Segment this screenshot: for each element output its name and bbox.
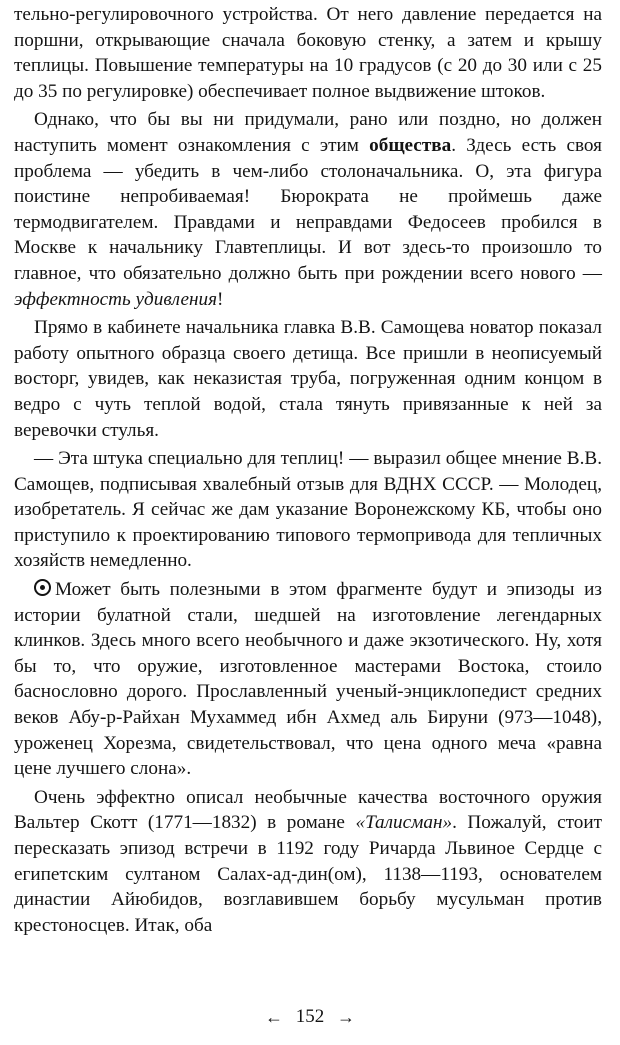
paragraph-2	[14, 107, 602, 312]
left-arrow-icon: ←	[265, 1006, 283, 1027]
paragraph-4: — Эта штука специально для теплиц! — выразил общее мнение В.В. Самощев, подписывая хвалебный отзыв для ВДНХ СССР. — Молодец, изобретатель. Я сейчас же дам указание Воронежскому КБ, чтобы оно приступило к проектированию типового термопривода для тепличных хозяйств немедленно.	[14, 448, 602, 572]
page-number: 152	[295, 1005, 325, 1027]
paragraph-6-italic: «Талисман»	[355, 812, 453, 834]
paragraph-3: Прямо в кабинете начальника главка В.В. Самощева новатор показал работу опытного образца своего детища. Все пришли в неописуемый восторг, увидев, как неказистая труба, погруженная одним концом в ведро с чуть теплой водой, стала тянуть привязанные к ней за веревочки стулья.	[14, 317, 602, 441]
paragraph-1: тельно-регулировочного устройства. От него давление передается на поршни, открывающие сначала боковую стенку, а затем и крышу теплицы. Повышение температуры на 10 градусов (с 20 до 30 или с 25 до 35 по регулировке) обеспечивает полное выдвижение штоков.	[14, 4, 602, 102]
paragraph-2-text-a: Однако, что бы вы ни придумали, рано или поздно, но должен наступить момент ознакомления с этим	[14, 109, 602, 156]
paragraph-6-text-b: . Пожалуй, стоит пересказать эпизод встречи в 1192 году Ричарда Львиное Сердце с египетским султаном Салах-ад-дин(ом), 1138—1193, основателем династии Айюбидов, возглавившем борьбу мусульман против крестоносцев. Итак, оба	[14, 812, 602, 936]
paragraph-2-bold: общества	[369, 134, 452, 156]
paragraph-5-text: Может быть полезными в этом фрагменте будут и эпизоды из истории булатной стали, шедшей на изготовление легендарных клинков. Здесь много всего необычного и даже экзотического. Ну, хотя бы то, что оружие, изготовленное мастерами Востока, стоило баснословно дорого. Прославленный ученый-энциклопедист средних веков Абу-р-Райхан Мухаммед ибн Ахмед аль Бируни (973—1048), уроженец Хорезма, свидетельствовал, что цена одного меча «равна цене лучшего слона».	[14, 579, 602, 780]
bullseye-icon	[34, 579, 51, 596]
paragraph-2-text-b: . Здесь есть своя проблема — убедить в чем-либо столоначальника. О, эта фигура поистине непробиваемая! Бюрократа не проймешь даже термодвигателем. Правдами и неправдами Федосеев пробился в Москве к начальнику Главтеплицы. И вот здесь-то произошло то главное, что обязательно должно быть при рождении всего нового —	[14, 134, 602, 284]
paragraph-2-italic: эффектность удивления	[14, 288, 218, 310]
right-arrow-icon: →	[337, 1006, 355, 1027]
page-footer	[0, 1004, 620, 1029]
body-text	[14, 2, 602, 938]
paragraph-2-text-c: !	[217, 288, 224, 310]
paragraph-6-text-a: Очень эффектно описал необычные качества восточного оружия Вальтер Скотт (1771—1832) в романе	[14, 786, 602, 834]
paragraph-5	[14, 577, 602, 782]
paragraph-6	[14, 785, 602, 939]
